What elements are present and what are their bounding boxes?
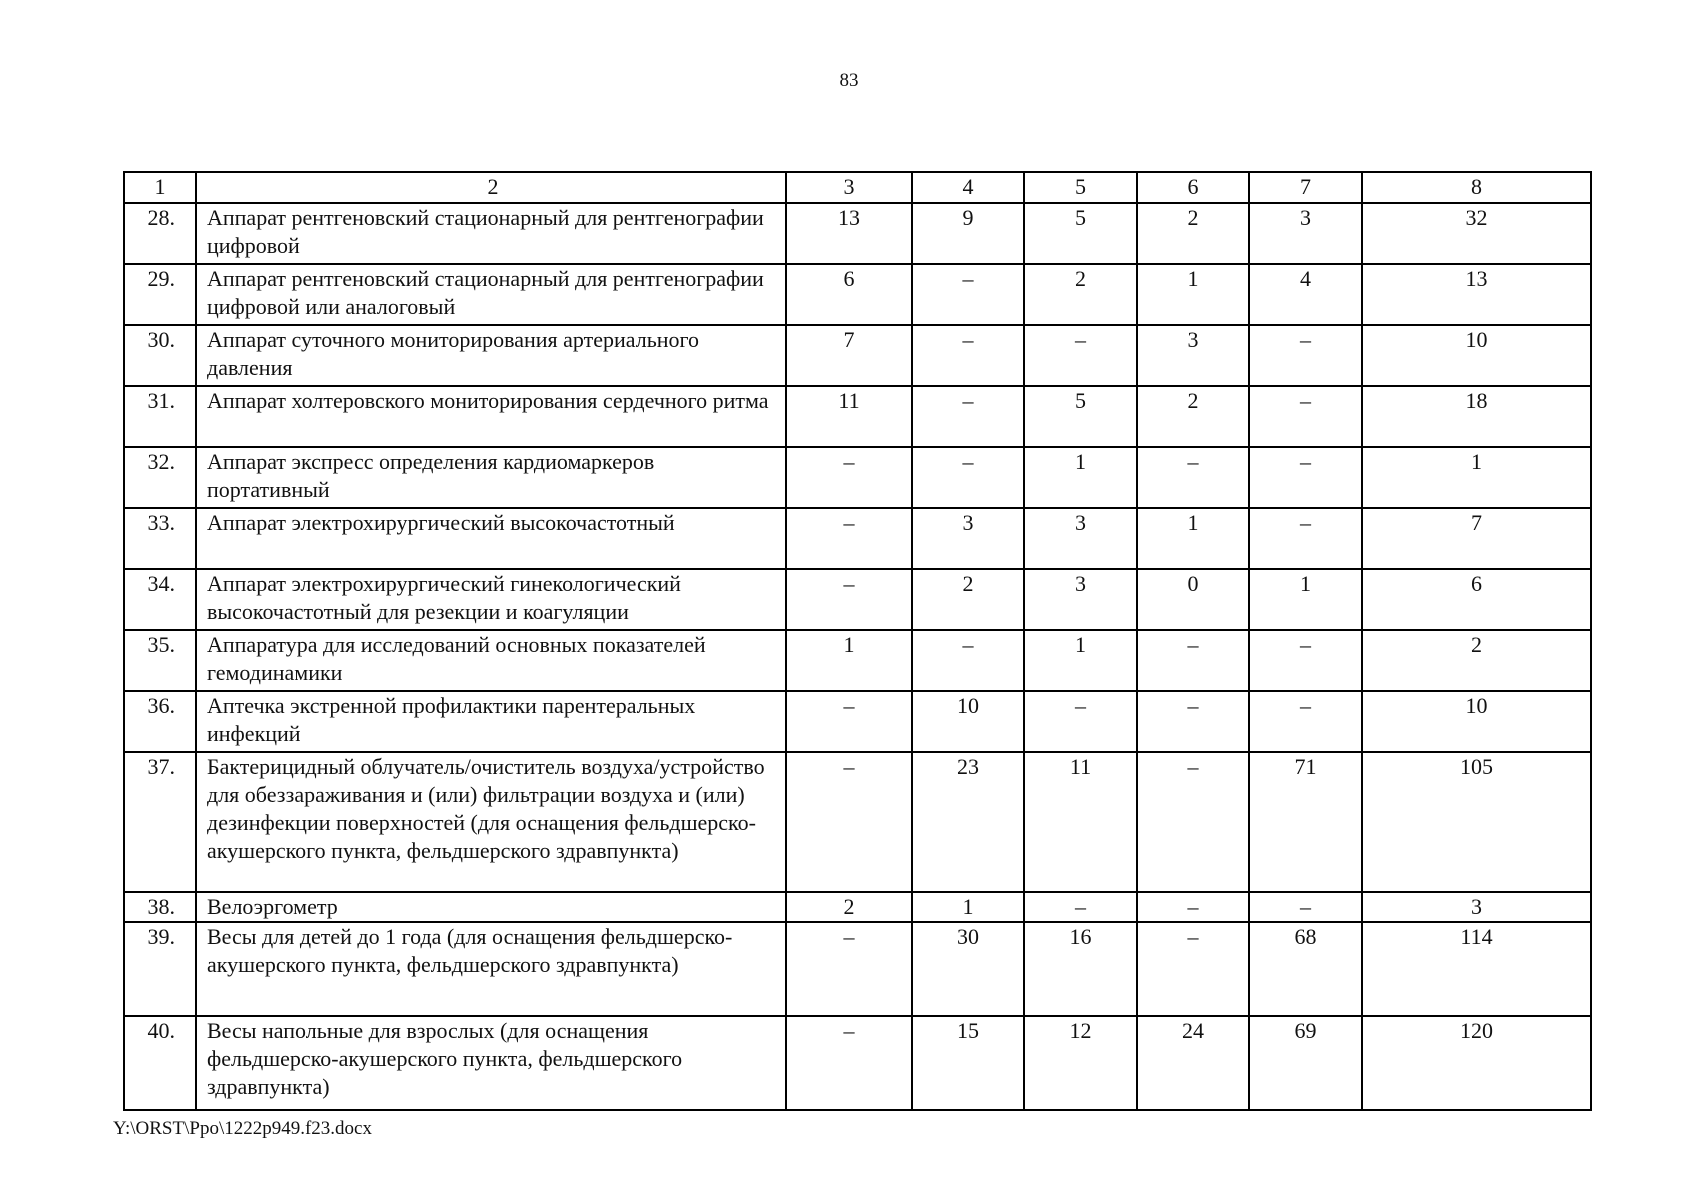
- table-row: [124, 264, 1591, 325]
- row-number-cell: 35.: [124, 630, 196, 691]
- row-number-cell: 38.: [124, 892, 196, 922]
- equipment-name-cell: Аппарат рентгеновский стационарный для рентгенографии цифровой: [196, 203, 786, 264]
- value-cell-col3: 13: [786, 203, 912, 264]
- table-row: [124, 203, 1591, 264]
- value-cell-col3: 1: [786, 630, 912, 691]
- value-cell-col4: –: [912, 264, 1024, 325]
- value-cell-col6: 3: [1137, 325, 1249, 386]
- table-row: [124, 630, 1591, 691]
- value-cell-col7: –: [1249, 691, 1362, 752]
- value-cell-col5: –: [1024, 325, 1137, 386]
- equipment-name-cell: Аппарат холтеровского мониторирования сердечного ритма: [196, 386, 786, 447]
- value-cell-col8: 10: [1362, 691, 1591, 752]
- equipment-table-container: [123, 171, 1590, 1111]
- table-row: [124, 325, 1591, 386]
- value-cell-col4: 15: [912, 1016, 1024, 1110]
- equipment-name-cell: Велоэргометр: [196, 892, 786, 922]
- value-cell-col6: –: [1137, 922, 1249, 1016]
- value-cell-col6: –: [1137, 892, 1249, 922]
- row-number-cell: 34.: [124, 569, 196, 630]
- value-cell-col4: –: [912, 386, 1024, 447]
- row-number-cell: 28.: [124, 203, 196, 264]
- value-cell-col5: 1: [1024, 447, 1137, 508]
- value-cell-col4: 9: [912, 203, 1024, 264]
- value-cell-col3: 7: [786, 325, 912, 386]
- value-cell-col8: 114: [1362, 922, 1591, 1016]
- table-row: [124, 1016, 1591, 1110]
- value-cell-col3: 11: [786, 386, 912, 447]
- value-cell-col7: –: [1249, 447, 1362, 508]
- value-cell-col4: –: [912, 447, 1024, 508]
- value-cell-col3: –: [786, 691, 912, 752]
- value-cell-col6: –: [1137, 447, 1249, 508]
- table-row: [124, 508, 1591, 569]
- equipment-name-cell: Бактерицидный облучатель/очиститель воздуха/устройство для обеззараживания и (или) фильтрации воздуха и (или) дезинфекции поверхностей (для оснащения фельдшерско-акушерского пункта, фельдшерского здравпункта): [196, 752, 786, 892]
- header-cell-1: 1: [124, 172, 196, 203]
- value-cell-col5: 2: [1024, 264, 1137, 325]
- value-cell-col6: –: [1137, 752, 1249, 892]
- equipment-name-cell: Аппаратура для исследований основных показателей гемодинамики: [196, 630, 786, 691]
- value-cell-col6: 0: [1137, 569, 1249, 630]
- equipment-table: [123, 171, 1592, 1111]
- row-number-cell: 31.: [124, 386, 196, 447]
- value-cell-col8: 120: [1362, 1016, 1591, 1110]
- value-cell-col4: 10: [912, 691, 1024, 752]
- equipment-name-cell: Аппарат экспресс определения кардиомаркеров портативный: [196, 447, 786, 508]
- value-cell-col7: –: [1249, 325, 1362, 386]
- value-cell-col8: 1: [1362, 447, 1591, 508]
- value-cell-col8: 13: [1362, 264, 1591, 325]
- equipment-name-cell: Аппарат суточного мониторирования артериального давления: [196, 325, 786, 386]
- value-cell-col7: 4: [1249, 264, 1362, 325]
- row-number-cell: 40.: [124, 1016, 196, 1110]
- equipment-name-cell: Аптечка экстренной профилактики парентеральных инфекций: [196, 691, 786, 752]
- equipment-name-cell: Аппарат электрохирургический гинекологический высокочастотный для резекции и коагуляции: [196, 569, 786, 630]
- value-cell-col3: –: [786, 447, 912, 508]
- value-cell-col5: 11: [1024, 752, 1137, 892]
- footer-file-path: Y:\ORST\Ppo\1222p949.f23.docx: [113, 1118, 372, 1139]
- value-cell-col6: 1: [1137, 264, 1249, 325]
- value-cell-col5: 3: [1024, 569, 1137, 630]
- table-row: [124, 922, 1591, 1016]
- table-row: [124, 447, 1591, 508]
- header-cell-5: 5: [1024, 172, 1137, 203]
- value-cell-col3: –: [786, 922, 912, 1016]
- row-number-cell: 29.: [124, 264, 196, 325]
- value-cell-col4: 1: [912, 892, 1024, 922]
- value-cell-col7: –: [1249, 508, 1362, 569]
- value-cell-col3: 6: [786, 264, 912, 325]
- value-cell-col3: –: [786, 752, 912, 892]
- value-cell-col7: –: [1249, 630, 1362, 691]
- value-cell-col3: –: [786, 569, 912, 630]
- value-cell-col5: 12: [1024, 1016, 1137, 1110]
- value-cell-col7: 68: [1249, 922, 1362, 1016]
- header-cell-7: 7: [1249, 172, 1362, 203]
- equipment-name-cell: Аппарат электрохирургический высокочастотный: [196, 508, 786, 569]
- value-cell-col8: 105: [1362, 752, 1591, 892]
- value-cell-col5: 16: [1024, 922, 1137, 1016]
- value-cell-col6: –: [1137, 691, 1249, 752]
- value-cell-col4: 3: [912, 508, 1024, 569]
- value-cell-col3: 2: [786, 892, 912, 922]
- value-cell-col7: –: [1249, 386, 1362, 447]
- value-cell-col5: 3: [1024, 508, 1137, 569]
- value-cell-col3: –: [786, 1016, 912, 1110]
- table-row: [124, 569, 1591, 630]
- value-cell-col8: 18: [1362, 386, 1591, 447]
- value-cell-col7: 3: [1249, 203, 1362, 264]
- table-row: [124, 386, 1591, 447]
- value-cell-col8: 6: [1362, 569, 1591, 630]
- header-cell-3: 3: [786, 172, 912, 203]
- value-cell-col8: 32: [1362, 203, 1591, 264]
- header-cell-8: 8: [1362, 172, 1591, 203]
- value-cell-col4: –: [912, 630, 1024, 691]
- value-cell-col3: –: [786, 508, 912, 569]
- table-header-row: [124, 172, 1591, 203]
- value-cell-col6: –: [1137, 630, 1249, 691]
- equipment-name-cell: Весы напольные для взрослых (для оснащения фельдшерско-акушерского пункта, фельдшерского здравпункта): [196, 1016, 786, 1110]
- page-number: 83: [839, 70, 859, 91]
- value-cell-col5: 1: [1024, 630, 1137, 691]
- equipment-name-cell: Весы для детей до 1 года (для оснащения фельдшерско-акушерского пункта, фельдшерского здравпункта): [196, 922, 786, 1016]
- row-number-cell: 37.: [124, 752, 196, 892]
- value-cell-col4: 2: [912, 569, 1024, 630]
- value-cell-col7: –: [1249, 892, 1362, 922]
- header-cell-2: 2: [196, 172, 786, 203]
- value-cell-col5: –: [1024, 892, 1137, 922]
- value-cell-col8: 3: [1362, 892, 1591, 922]
- row-number-cell: 32.: [124, 447, 196, 508]
- value-cell-col5: 5: [1024, 386, 1137, 447]
- row-number-cell: 39.: [124, 922, 196, 1016]
- value-cell-col8: 2: [1362, 630, 1591, 691]
- value-cell-col4: 23: [912, 752, 1024, 892]
- table-row: [124, 691, 1591, 752]
- row-number-cell: 30.: [124, 325, 196, 386]
- table-row: [124, 752, 1591, 892]
- value-cell-col7: 71: [1249, 752, 1362, 892]
- equipment-name-cell: Аппарат рентгеновский стационарный для рентгенографии цифровой или аналоговый: [196, 264, 786, 325]
- header-cell-6: 6: [1137, 172, 1249, 203]
- value-cell-col8: 10: [1362, 325, 1591, 386]
- value-cell-col6: 2: [1137, 203, 1249, 264]
- value-cell-col7: 69: [1249, 1016, 1362, 1110]
- table-row: [124, 892, 1591, 922]
- value-cell-col7: 1: [1249, 569, 1362, 630]
- value-cell-col5: 5: [1024, 203, 1137, 264]
- value-cell-col4: –: [912, 325, 1024, 386]
- value-cell-col8: 7: [1362, 508, 1591, 569]
- row-number-cell: 36.: [124, 691, 196, 752]
- value-cell-col6: 24: [1137, 1016, 1249, 1110]
- value-cell-col6: 2: [1137, 386, 1249, 447]
- value-cell-col5: –: [1024, 691, 1137, 752]
- header-cell-4: 4: [912, 172, 1024, 203]
- value-cell-col6: 1: [1137, 508, 1249, 569]
- value-cell-col4: 30: [912, 922, 1024, 1016]
- row-number-cell: 33.: [124, 508, 196, 569]
- table-body: [124, 172, 1591, 1110]
